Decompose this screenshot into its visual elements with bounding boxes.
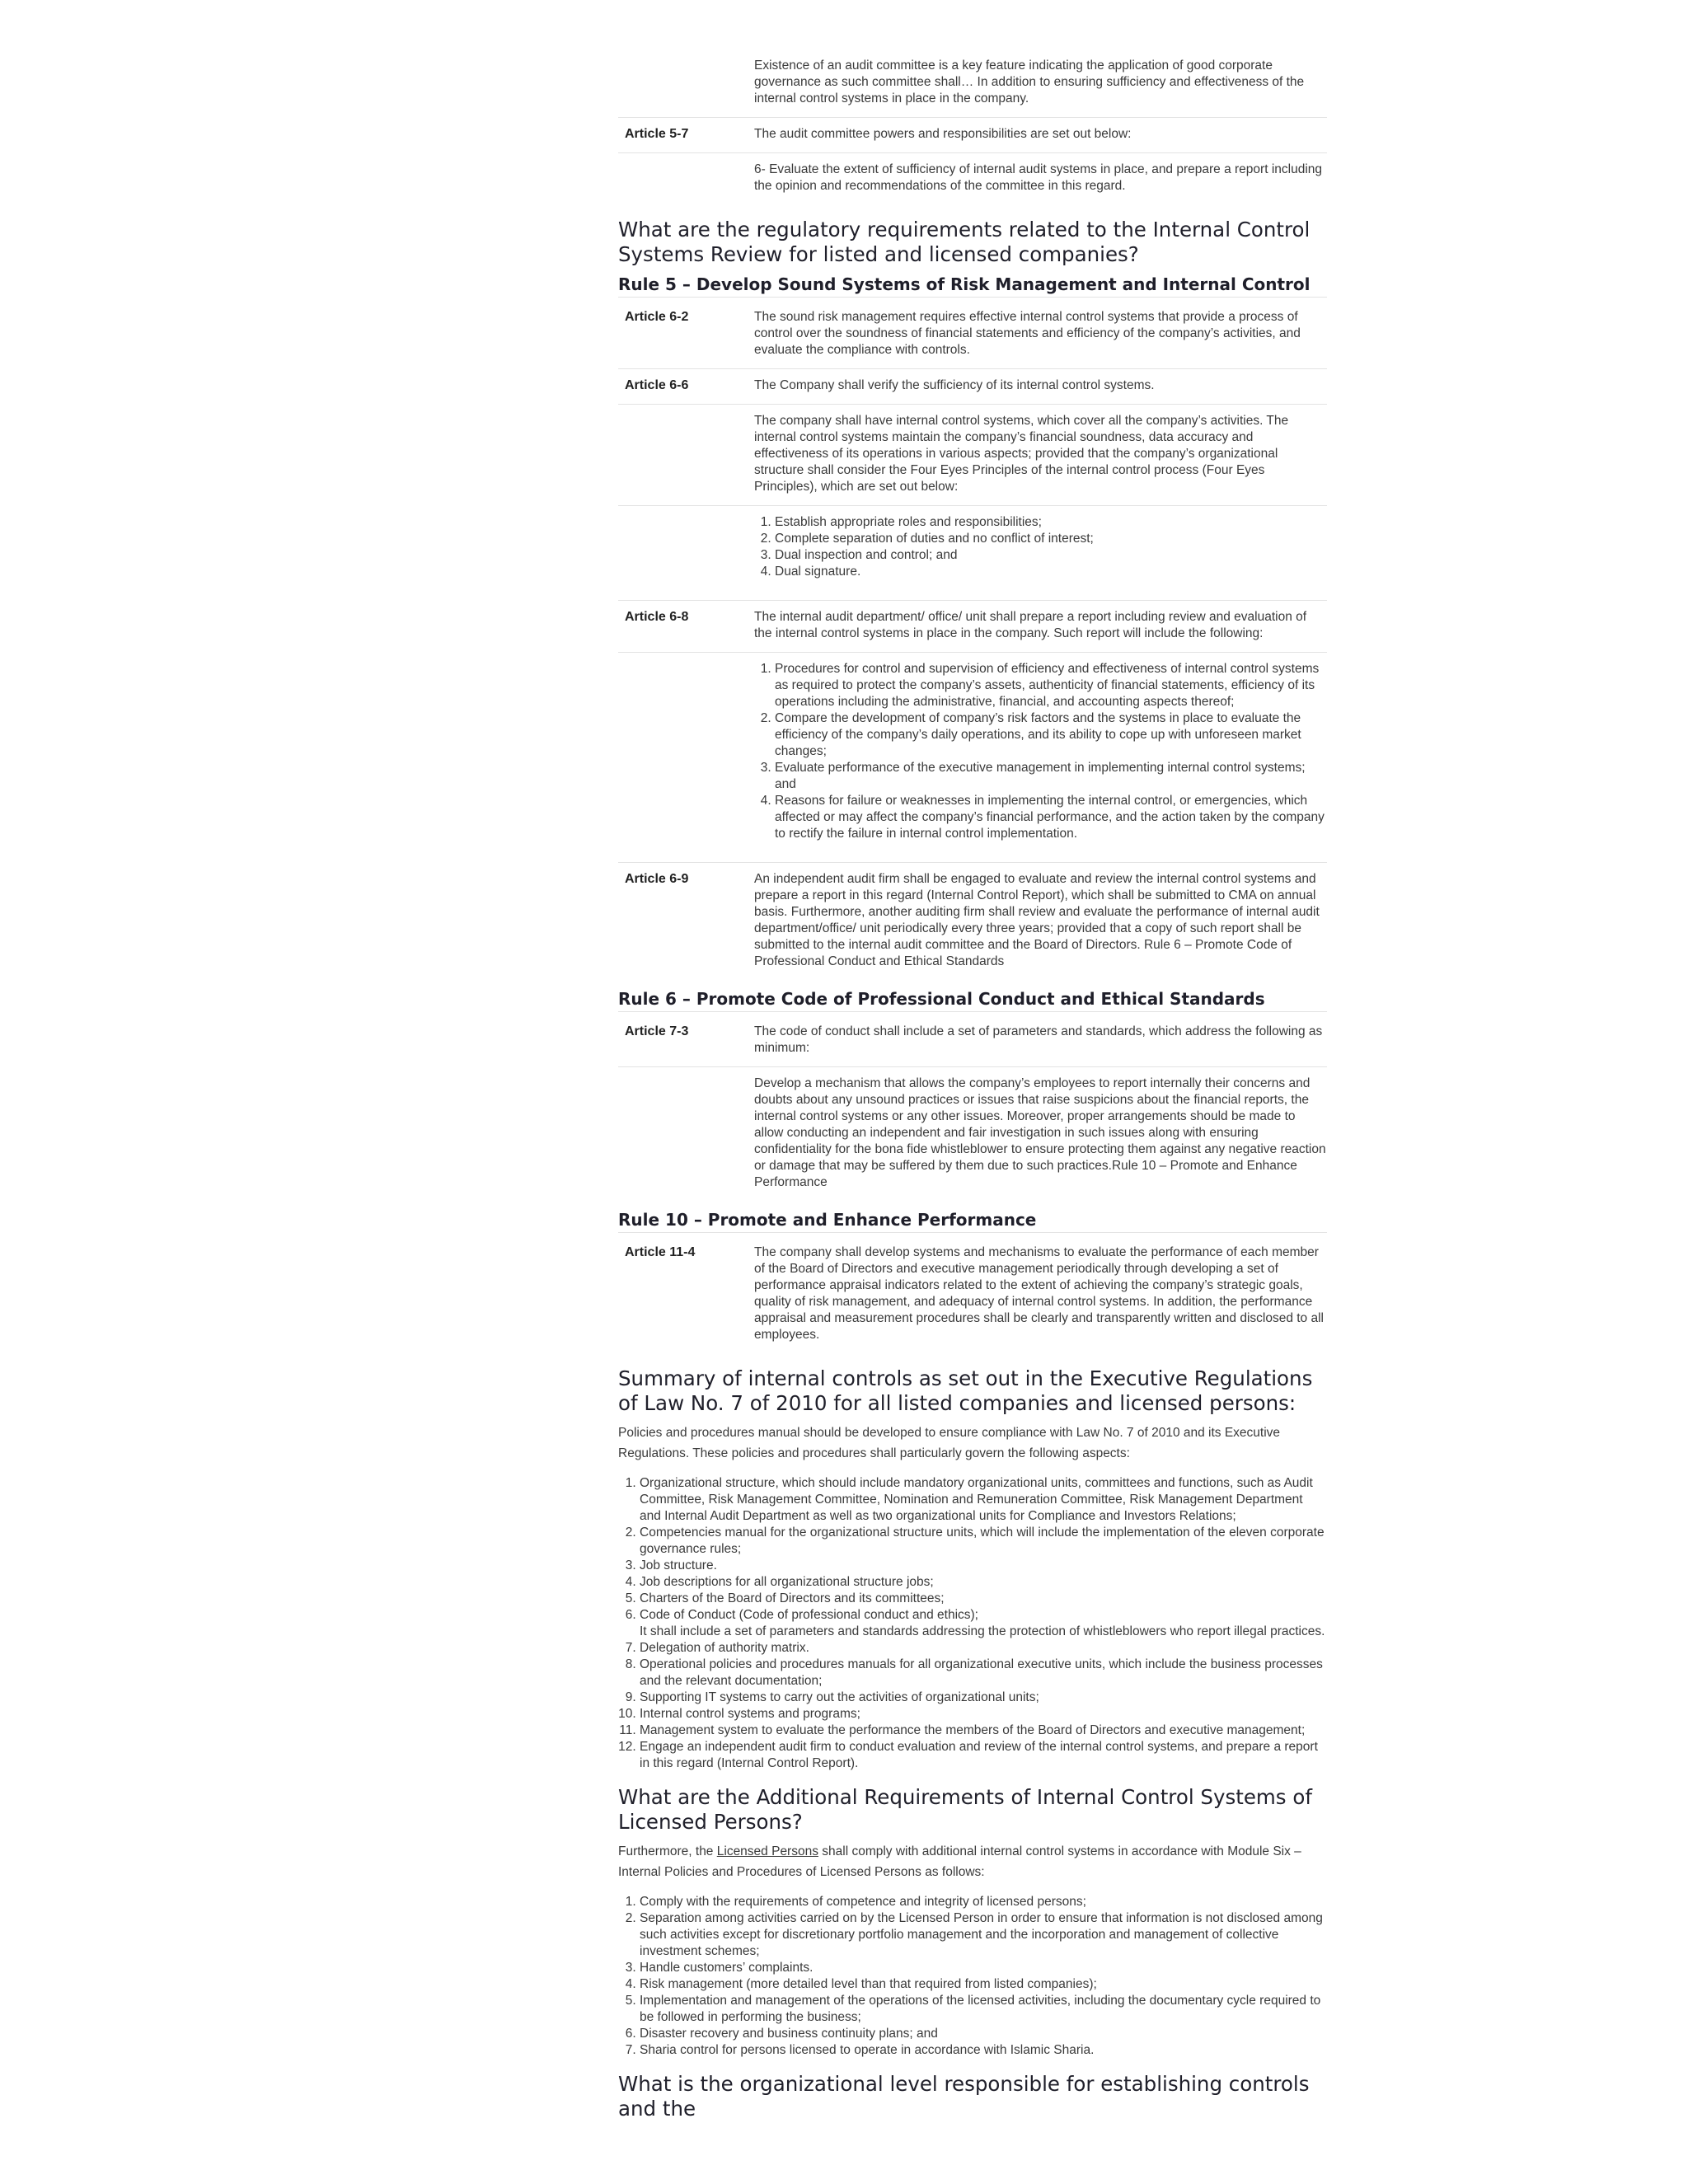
intro-text: Furthermore, the xyxy=(618,1844,717,1858)
summary-intro: Policies and procedures manual should be developed to ensure compliance with Law No. 7 of 2010 and its Executive Regulations. These policies and procedures shall particularly govern the following aspects: xyxy=(618,1426,1281,1460)
table-row xyxy=(618,863,1327,988)
list-item: 4. Risk management (more detailed level than that required from listed companies); xyxy=(640,1976,1327,1993)
list-item: 1. Procedures for control and supervision of efficiency and effectiveness of internal control systems as required to protect the company’s assets, authenticity of financial statements, efficiency of its operations including the administrative, financial, and accounting aspects thereof; xyxy=(775,661,1327,710)
list-item: 4. Job descriptions for all organizational structure jobs; xyxy=(640,1574,1327,1591)
table-row xyxy=(618,301,1327,369)
article-label: Article 6-8 xyxy=(625,610,689,624)
list-item: 3. Evaluate performance of the executive management in implementing internal control systems; and xyxy=(775,760,1327,793)
table-row xyxy=(618,405,1327,506)
list-item: 3. Job structure. xyxy=(640,1558,1327,1574)
list-item: 4. Dual signature. xyxy=(775,564,1327,580)
table-row xyxy=(618,58,1327,118)
list-item: 1. Comply with the requirements of competence and integrity of licensed persons; xyxy=(640,1894,1327,1910)
list-item: 6. Disaster recovery and business continuity plans; and xyxy=(640,2026,1327,2042)
list-item: 7. Delegation of authority matrix. xyxy=(640,1640,1327,1657)
list-item: 2. Complete separation of duties and no conflict of interest; xyxy=(775,531,1327,547)
list-item: 4. Reasons for failure or weaknesses in implementing the internal control, or emergencies, which affected or may affect the company’s financial performance, and the action taken by the company to rectify the failure in internal control implementation. xyxy=(775,793,1327,842)
list-item: 10. Internal control systems and programs; xyxy=(640,1706,1327,1722)
licensed-intro xyxy=(618,1841,1327,1882)
table-row xyxy=(618,369,1327,405)
article-text: The audit committee powers and responsibilities are set out below: xyxy=(754,127,1132,141)
list-item: 2. Separation among activities carried on by the Licensed Person in order to ensure that information is not disclosed among such activities except for discretionary portfolio management and the incorporation and management of collective investment schemes; xyxy=(640,1910,1327,1960)
article-text: The Company shall verify the sufficiency of its internal control systems. xyxy=(754,378,1155,392)
rule-heading: Rule 5 – Develop Sound Systems of Risk Management and Internal Control xyxy=(618,274,1327,298)
section-heading: Summary of internal controls as set out in the Executive Regulations of Law No. 7 of 2010 for all listed companies and licensed persons: xyxy=(618,1366,1313,1415)
article-text: The company shall have internal control systems, which cover all the company’s activities. The internal control systems maintain the company’s financial soundness, data accuracy and effectiveness of its operations in various aspects; provided that the company’s organizational structure shall consider the Four Eyes Principles of the internal control process (Four Eyes Principles), which are set out below: xyxy=(754,414,1289,494)
article-list-cell xyxy=(754,514,1327,580)
article-label: Article 6-6 xyxy=(625,378,689,392)
summary-list xyxy=(618,1475,1327,1772)
article-label xyxy=(618,58,754,107)
rule-heading: Rule 6 – Promote Code of Professional Conduct and Ethical Standards xyxy=(618,988,1327,1012)
article-label xyxy=(618,661,754,842)
four-eyes-list xyxy=(754,514,1327,580)
article-text: An independent audit firm shall be engaged to evaluate and review the internal control systems and prepare a report in this regard (Internal Control Report), which shall be submitted to CMA on annual basis. Furthermore, another auditing firm shall review and evaluate the performance of internal audit department/office/ unit periodically every three years; provided that a copy of such report shall be submitted to the internal audit committee and the Board of Directors. Rule 6 – Promote Code of Professional Conduct and Ethical Standards xyxy=(754,872,1320,968)
list-item: 12. Engage an independent audit firm to conduct evaluation and review of the internal control systems, and prepare a report in this regard (Internal Control Report). xyxy=(640,1739,1327,1772)
article-label xyxy=(618,162,754,194)
table-row xyxy=(618,153,1327,204)
list-item: 2. Competencies manual for the organizational structure units, which will include the implementation of the eleven corporate governance rules; xyxy=(640,1525,1327,1558)
table-row xyxy=(618,506,1327,601)
table-row xyxy=(618,1067,1327,1209)
table-row xyxy=(618,653,1327,863)
article-label xyxy=(618,413,754,495)
table-row xyxy=(618,601,1327,653)
intro-text: shall comply with additional internal control systems in accordance with Module Six – Internal Policies and Procedures of Licensed Persons as follows: xyxy=(618,1844,1301,1879)
article-text: The code of conduct shall include a set of parameters and standards, which address the following as minimum: xyxy=(754,1024,1323,1055)
article-label: Article 6-9 xyxy=(625,872,689,886)
table-row xyxy=(618,1015,1327,1067)
article-label: Article 7-3 xyxy=(625,1024,689,1038)
section-heading: What are the regulatory requirements related to the Internal Control Systems Review for listed and licensed companies? xyxy=(618,218,1311,266)
list-item: 5. Charters of the Board of Directors and its committees; xyxy=(640,1591,1327,1607)
article-text: Existence of an audit committee is a key feature indicating the application of good corporate governance as such committee shall… In addition to ensuring sufficiency and effectiveness of the internal control systems in place in the company. xyxy=(754,59,1305,105)
list-item: 11. Management system to evaluate the performance the members of the Board of Directors and executive management; xyxy=(640,1722,1327,1739)
article-label: Article 6-2 xyxy=(625,310,689,324)
list-item-subtext: It shall include a set of parameters and standards addressing the protection of whistleblowers who report illegal practices. xyxy=(640,1624,1325,1638)
article-list-cell xyxy=(754,661,1327,842)
list-item: 7. Sharia control for persons licensed to operate in accordance with Islamic Sharia. xyxy=(640,2042,1327,2059)
article-text: The internal audit department/ office/ unit shall prepare a report including review and evaluation of the internal control systems in place in the company. Such report will include the following: xyxy=(754,610,1307,640)
licensed-list xyxy=(618,1894,1327,2059)
list-item: 3. Dual inspection and control; and xyxy=(775,547,1327,564)
list-item-text: Code of Conduct (Code of professional conduct and ethics); xyxy=(640,1608,978,1622)
article-label xyxy=(618,514,754,580)
list-item xyxy=(640,1607,1327,1640)
section-heading: What are the Additional Requirements of Internal Control Systems of Licensed Persons? xyxy=(618,1785,1312,1834)
list-item: 8. Operational policies and procedures manuals for all organizational executive units, which include the business processes and the relevant documentation; xyxy=(640,1657,1327,1690)
article-content xyxy=(618,58,1327,2128)
list-item: 5. Implementation and management of the operations of the licensed activities, including the documentary cycle required to be followed in performing the business; xyxy=(640,1993,1327,2026)
article-label: Article 5-7 xyxy=(625,127,689,141)
section-heading: What is the organizational level responsible for establishing controls and the xyxy=(618,2072,1310,2121)
article-text: 6- Evaluate the extent of sufficiency of internal audit systems in place, and prepare a report including the opinion and recommendations of the committee in this regard. xyxy=(754,162,1323,193)
table-row xyxy=(618,118,1327,153)
article-label xyxy=(618,1076,754,1191)
article-text: The sound risk management requires effective internal control systems that provide a process of control over the soundness of financial statements and efficiency of the company’s activities, and evaluate the compliance with controls. xyxy=(754,310,1301,357)
list-item: 1. Organizational structure, which should include mandatory organizational units, committees and functions, such as Audit Committee, Risk Management Committee, Nomination and Remuneration Committee, Risk Management Department and Internal Audit Department as well as two organizational units for Compliance and Investors Relations; xyxy=(640,1475,1327,1525)
rule-heading: Rule 10 – Promote and Enhance Performance xyxy=(618,1209,1327,1233)
article-text: The company shall develop systems and mechanisms to evaluate the performance of each member of the Board of Directors and executive management periodically through developing a set of performance appraisal indicators related to the extent of achieving the company’s strategic goals, quality of risk management, and adequacy of internal control systems. In addition, the performance appraisal and measurement procedures shall be clearly and transparently written and disclosed to all employees. xyxy=(754,1245,1324,1342)
list-item: 1. Establish appropriate roles and responsibilities; xyxy=(775,514,1327,531)
table-row xyxy=(618,1236,1327,1353)
licensed-persons-link[interactable]: Licensed Persons xyxy=(716,1844,818,1858)
list-item: 2. Compare the development of company’s risk factors and the systems in place to evaluate the efficiency of the company’s daily operations, and its ability to cope up with unforeseen market changes; xyxy=(775,710,1327,760)
list-item: 3. Handle customers’ complaints. xyxy=(640,1960,1327,1976)
report-contents-list xyxy=(754,661,1327,842)
article-label: Article 11-4 xyxy=(625,1245,696,1259)
list-item: 9. Supporting IT systems to carry out the activities of organizational units; xyxy=(640,1690,1327,1706)
article-text: Develop a mechanism that allows the company’s employees to report internally their concerns and doubts about any unsound practices or issues that raise suspicions about the financial reports, the internal control systems or any other issues. Moreover, proper arrangements should be made to allow conducting an independent and fair investigation in such issues along with ensuring confidentiality for the bona fide whistleblower to ensure protecting them against any negative reaction or damage that may be suffered by them due to such practices.Rule 10 – Promote and Enhance Performance xyxy=(754,1076,1326,1189)
